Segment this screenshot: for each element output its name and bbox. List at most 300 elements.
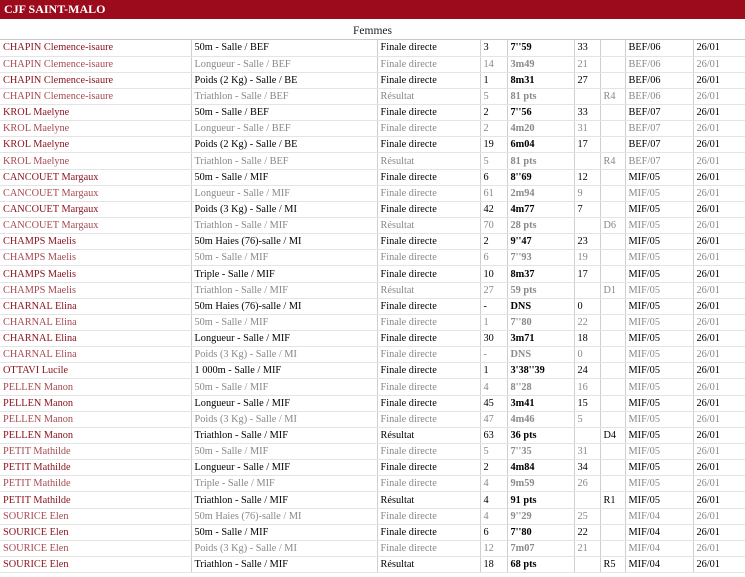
performance-cell: 8''28 xyxy=(507,379,574,395)
ranking-cell: R1 xyxy=(600,492,625,508)
ranking-cell xyxy=(600,347,625,363)
athlete-name[interactable]: KROL Maelyne xyxy=(0,153,191,169)
athlete-name[interactable]: PETIT Mathilde xyxy=(0,492,191,508)
category-cell: MIF/05 xyxy=(625,395,693,411)
athlete-name[interactable]: KROL Maelyne xyxy=(0,105,191,121)
result-row xyxy=(0,557,745,573)
ranking-cell xyxy=(600,137,625,153)
athlete-name[interactable]: KROL Maelyne xyxy=(0,137,191,153)
athlete-name[interactable]: OTTAVI Lucile xyxy=(0,363,191,379)
event-cell: Longueur - Salle / MIF xyxy=(191,395,377,411)
category-cell: MIF/05 xyxy=(625,282,693,298)
performance-cell: 8m37 xyxy=(507,266,574,282)
place-cell: 61 xyxy=(480,185,507,201)
ranking-cell xyxy=(600,460,625,476)
event-cell: Triathlon - Salle / MIF xyxy=(191,282,377,298)
results-body xyxy=(0,40,745,573)
athlete-name[interactable]: CHARNAL Elina xyxy=(0,298,191,314)
date-cell: 26/01 xyxy=(693,427,745,443)
category-cell: MIF/05 xyxy=(625,218,693,234)
ranking-cell: D4 xyxy=(600,427,625,443)
athlete-name[interactable]: CHAPIN Clemence-isaure xyxy=(0,72,191,88)
round-cell: Finale directe xyxy=(377,347,480,363)
round-cell: Résultat xyxy=(377,218,480,234)
ranking-cell xyxy=(600,379,625,395)
ranking-cell xyxy=(600,72,625,88)
points-cell xyxy=(574,492,600,508)
points-cell xyxy=(574,282,600,298)
points-cell: 31 xyxy=(574,121,600,137)
event-cell: 50m Haies (76)-salle / MI xyxy=(191,234,377,250)
points-cell: 21 xyxy=(574,540,600,556)
athlete-name[interactable]: CHARNAL Elina xyxy=(0,347,191,363)
result-row xyxy=(0,218,745,234)
points-cell: 27 xyxy=(574,72,600,88)
date-cell: 26/01 xyxy=(693,266,745,282)
ranking-cell xyxy=(600,298,625,314)
round-cell: Finale directe xyxy=(377,40,480,56)
event-cell: Poids (2 Kg) - Salle / BE xyxy=(191,137,377,153)
points-cell: 22 xyxy=(574,314,600,330)
performance-cell: 9m59 xyxy=(507,476,574,492)
result-row xyxy=(0,331,745,347)
points-cell: 15 xyxy=(574,395,600,411)
place-cell: 6 xyxy=(480,250,507,266)
round-cell: Résultat xyxy=(377,153,480,169)
category-cell: MIF/05 xyxy=(625,460,693,476)
category-cell: MIF/05 xyxy=(625,169,693,185)
category-cell: MIF/04 xyxy=(625,524,693,540)
event-cell: 50m - Salle / BEF xyxy=(191,40,377,56)
date-cell: 26/01 xyxy=(693,476,745,492)
result-row xyxy=(0,72,745,88)
ranking-cell xyxy=(600,121,625,137)
points-cell: 24 xyxy=(574,363,600,379)
athlete-name[interactable]: SOURICE Elen xyxy=(0,508,191,524)
place-cell: 63 xyxy=(480,427,507,443)
points-cell: 22 xyxy=(574,524,600,540)
athlete-name[interactable]: CHAMPS Maelis xyxy=(0,266,191,282)
points-cell: 23 xyxy=(574,234,600,250)
athlete-name[interactable]: SOURICE Elen xyxy=(0,524,191,540)
date-cell: 26/01 xyxy=(693,363,745,379)
points-cell xyxy=(574,557,600,573)
round-cell: Finale directe xyxy=(377,460,480,476)
round-cell: Finale directe xyxy=(377,266,480,282)
athlete-name[interactable]: CHAPIN Clemence-isaure xyxy=(0,88,191,104)
place-cell: 18 xyxy=(480,557,507,573)
date-cell: 26/01 xyxy=(693,72,745,88)
ranking-cell xyxy=(600,234,625,250)
athlete-name[interactable]: CHAMPS Maelis xyxy=(0,234,191,250)
category-cell: BEF/06 xyxy=(625,72,693,88)
round-cell: Finale directe xyxy=(377,137,480,153)
ranking-cell xyxy=(600,508,625,524)
result-row xyxy=(0,476,745,492)
points-cell: 21 xyxy=(574,56,600,72)
result-row xyxy=(0,540,745,556)
place-cell: 42 xyxy=(480,201,507,217)
performance-cell: 8m31 xyxy=(507,72,574,88)
event-cell: Poids (2 Kg) - Salle / BE xyxy=(191,72,377,88)
date-cell: 26/01 xyxy=(693,40,745,56)
ranking-cell xyxy=(600,250,625,266)
performance-cell: 4m84 xyxy=(507,460,574,476)
result-row xyxy=(0,282,745,298)
event-cell: 50m - Salle / MIF xyxy=(191,379,377,395)
place-cell: 3 xyxy=(480,40,507,56)
place-cell: 4 xyxy=(480,476,507,492)
athlete-name[interactable]: CANCOUET Margaux xyxy=(0,218,191,234)
date-cell: 26/01 xyxy=(693,88,745,104)
round-cell: Finale directe xyxy=(377,201,480,217)
place-cell: 5 xyxy=(480,444,507,460)
round-cell: Finale directe xyxy=(377,411,480,427)
place-cell: 45 xyxy=(480,395,507,411)
round-cell: Finale directe xyxy=(377,331,480,347)
ranking-cell xyxy=(600,266,625,282)
ranking-cell xyxy=(600,476,625,492)
event-cell: Poids (3 Kg) - Salle / MI xyxy=(191,201,377,217)
ranking-cell xyxy=(600,105,625,121)
athlete-name[interactable]: CHAMPS Maelis xyxy=(0,250,191,266)
performance-cell: 59 pts xyxy=(507,282,574,298)
round-cell: Résultat xyxy=(377,282,480,298)
ranking-cell: D6 xyxy=(600,218,625,234)
result-row xyxy=(0,234,745,250)
category-cell: MIF/04 xyxy=(625,508,693,524)
points-cell: 12 xyxy=(574,169,600,185)
round-cell: Finale directe xyxy=(377,379,480,395)
event-cell: Triple - Salle / MIF xyxy=(191,476,377,492)
points-cell xyxy=(574,153,600,169)
category-cell: MIF/05 xyxy=(625,476,693,492)
result-row xyxy=(0,137,745,153)
performance-cell: 3m71 xyxy=(507,331,574,347)
result-row xyxy=(0,363,745,379)
event-cell: Triathlon - Salle / MIF xyxy=(191,427,377,443)
round-cell: Résultat xyxy=(377,557,480,573)
category-cell: MIF/05 xyxy=(625,185,693,201)
performance-cell: 8''69 xyxy=(507,169,574,185)
date-cell: 26/01 xyxy=(693,282,745,298)
points-cell: 9 xyxy=(574,185,600,201)
ranking-cell xyxy=(600,201,625,217)
category-cell: MIF/05 xyxy=(625,298,693,314)
points-cell xyxy=(574,218,600,234)
points-cell: 26 xyxy=(574,476,600,492)
round-cell: Finale directe xyxy=(377,169,480,185)
performance-cell: 3m41 xyxy=(507,395,574,411)
ranking-cell xyxy=(600,185,625,201)
result-row xyxy=(0,444,745,460)
points-cell: 34 xyxy=(574,460,600,476)
ranking-cell xyxy=(600,411,625,427)
athlete-name[interactable]: SOURICE Elen xyxy=(0,557,191,573)
points-cell: 33 xyxy=(574,105,600,121)
event-cell: 50m - Salle / MIF xyxy=(191,314,377,330)
place-cell: 5 xyxy=(480,88,507,104)
performance-cell: 28 pts xyxy=(507,218,574,234)
place-cell: 2 xyxy=(480,105,507,121)
performance-cell: 3'38''39 xyxy=(507,363,574,379)
date-cell: 26/01 xyxy=(693,444,745,460)
ranking-cell xyxy=(600,331,625,347)
date-cell: 26/01 xyxy=(693,508,745,524)
result-row xyxy=(0,56,745,72)
points-cell: 0 xyxy=(574,298,600,314)
result-row xyxy=(0,314,745,330)
ranking-cell xyxy=(600,524,625,540)
result-row xyxy=(0,250,745,266)
athlete-name[interactable]: KROL Maelyne xyxy=(0,121,191,137)
place-cell: 1 xyxy=(480,72,507,88)
round-cell: Finale directe xyxy=(377,121,480,137)
performance-cell: 4m46 xyxy=(507,411,574,427)
athlete-name[interactable]: CHAMPS Maelis xyxy=(0,282,191,298)
ranking-cell xyxy=(600,169,625,185)
result-row xyxy=(0,427,745,443)
points-cell: 19 xyxy=(574,250,600,266)
athlete-name[interactable]: PETIT Mathilde xyxy=(0,444,191,460)
place-cell: 6 xyxy=(480,169,507,185)
date-cell: 26/01 xyxy=(693,56,745,72)
event-cell: 50m - Salle / MIF xyxy=(191,444,377,460)
category-cell: BEF/07 xyxy=(625,105,693,121)
event-cell: 50m - Salle / MIF xyxy=(191,169,377,185)
points-cell xyxy=(574,427,600,443)
category-cell: MIF/05 xyxy=(625,331,693,347)
performance-cell: 6m04 xyxy=(507,137,574,153)
event-cell: 50m Haies (76)-salle / MI xyxy=(191,508,377,524)
round-cell: Finale directe xyxy=(377,185,480,201)
result-row xyxy=(0,460,745,476)
category-cell: MIF/05 xyxy=(625,379,693,395)
result-row xyxy=(0,201,745,217)
performance-cell: 36 pts xyxy=(507,427,574,443)
athlete-name[interactable]: PETIT Mathilde xyxy=(0,460,191,476)
result-row xyxy=(0,169,745,185)
performance-cell: 7''93 xyxy=(507,250,574,266)
place-cell: 1 xyxy=(480,363,507,379)
date-cell: 26/01 xyxy=(693,201,745,217)
date-cell: 26/01 xyxy=(693,153,745,169)
points-cell: 18 xyxy=(574,331,600,347)
category-cell: MIF/05 xyxy=(625,314,693,330)
result-row xyxy=(0,395,745,411)
result-row xyxy=(0,411,745,427)
round-cell: Finale directe xyxy=(377,540,480,556)
event-cell: Poids (3 Kg) - Salle / MI xyxy=(191,411,377,427)
date-cell: 26/01 xyxy=(693,298,745,314)
place-cell: 5 xyxy=(480,153,507,169)
section-title: Femmes xyxy=(0,19,745,40)
category-cell: MIF/04 xyxy=(625,557,693,573)
points-cell: 0 xyxy=(574,347,600,363)
athlete-name[interactable]: CHAPIN Clemence-isaure xyxy=(0,56,191,72)
athlete-name[interactable]: CANCOUET Margaux xyxy=(0,169,191,185)
round-cell: Résultat xyxy=(377,427,480,443)
event-cell: 50m Haies (76)-salle / MI xyxy=(191,298,377,314)
result-row xyxy=(0,153,745,169)
ranking-cell xyxy=(600,40,625,56)
ranking-cell xyxy=(600,56,625,72)
points-cell: 16 xyxy=(574,379,600,395)
category-cell: MIF/05 xyxy=(625,363,693,379)
performance-cell: DNS xyxy=(507,347,574,363)
club-header: CJF SAINT-MALO xyxy=(0,0,745,19)
result-row xyxy=(0,40,745,56)
round-cell: Finale directe xyxy=(377,314,480,330)
result-row xyxy=(0,347,745,363)
athlete-name[interactable]: CANCOUET Margaux xyxy=(0,201,191,217)
athlete-name[interactable]: CHAPIN Clemence-isaure xyxy=(0,40,191,56)
date-cell: 26/01 xyxy=(693,105,745,121)
event-cell: Triathlon - Salle / MIF xyxy=(191,218,377,234)
performance-cell: DNS xyxy=(507,298,574,314)
performance-cell: 7''59 xyxy=(507,40,574,56)
place-cell: 70 xyxy=(480,218,507,234)
event-cell: Triathlon - Salle / MIF xyxy=(191,557,377,573)
results-table xyxy=(0,40,745,573)
ranking-cell xyxy=(600,363,625,379)
event-cell: Triple - Salle / MIF xyxy=(191,266,377,282)
athlete-name[interactable]: CANCOUET Margaux xyxy=(0,185,191,201)
ranking-cell: R5 xyxy=(600,557,625,573)
date-cell: 26/01 xyxy=(693,540,745,556)
round-cell: Finale directe xyxy=(377,105,480,121)
category-cell: MIF/05 xyxy=(625,250,693,266)
category-cell: MIF/05 xyxy=(625,347,693,363)
round-cell: Finale directe xyxy=(377,395,480,411)
round-cell: Finale directe xyxy=(377,298,480,314)
athlete-name[interactable]: PELLEN Manon xyxy=(0,427,191,443)
date-cell: 26/01 xyxy=(693,395,745,411)
category-cell: BEF/07 xyxy=(625,153,693,169)
performance-cell: 81 pts xyxy=(507,88,574,104)
category-cell: MIF/05 xyxy=(625,492,693,508)
place-cell: 2 xyxy=(480,460,507,476)
place-cell: 2 xyxy=(480,121,507,137)
date-cell: 26/01 xyxy=(693,492,745,508)
place-cell: 2 xyxy=(480,234,507,250)
points-cell: 17 xyxy=(574,266,600,282)
event-cell: Poids (3 Kg) - Salle / MI xyxy=(191,540,377,556)
points-cell: 25 xyxy=(574,508,600,524)
event-cell: Longueur - Salle / MIF xyxy=(191,331,377,347)
date-cell: 26/01 xyxy=(693,137,745,153)
athlete-name[interactable]: CHARNAL Elina xyxy=(0,331,191,347)
round-cell: Finale directe xyxy=(377,72,480,88)
points-cell: 31 xyxy=(574,444,600,460)
athlete-name[interactable]: PELLEN Manon xyxy=(0,379,191,395)
date-cell: 26/01 xyxy=(693,379,745,395)
performance-cell: 7''56 xyxy=(507,105,574,121)
ranking-cell: R4 xyxy=(600,88,625,104)
category-cell: MIF/05 xyxy=(625,234,693,250)
date-cell: 26/01 xyxy=(693,557,745,573)
round-cell: Finale directe xyxy=(377,444,480,460)
result-row xyxy=(0,524,745,540)
result-row xyxy=(0,105,745,121)
event-cell: Longueur - Salle / BEF xyxy=(191,56,377,72)
performance-cell: 91 pts xyxy=(507,492,574,508)
athlete-name[interactable]: PETIT Mathilde xyxy=(0,476,191,492)
athlete-name[interactable]: PELLEN Manon xyxy=(0,395,191,411)
category-cell: BEF/06 xyxy=(625,56,693,72)
performance-cell: 3m49 xyxy=(507,56,574,72)
place-cell: - xyxy=(480,298,507,314)
performance-cell: 4m77 xyxy=(507,201,574,217)
place-cell: 14 xyxy=(480,56,507,72)
round-cell: Finale directe xyxy=(377,250,480,266)
event-cell: 50m - Salle / BEF xyxy=(191,105,377,121)
event-cell: Longueur - Salle / MIF xyxy=(191,185,377,201)
ranking-cell: D1 xyxy=(600,282,625,298)
event-cell: Longueur - Salle / BEF xyxy=(191,121,377,137)
event-cell: 50m - Salle / MIF xyxy=(191,250,377,266)
result-row xyxy=(0,88,745,104)
result-row xyxy=(0,298,745,314)
category-cell: MIF/05 xyxy=(625,411,693,427)
round-cell: Finale directe xyxy=(377,508,480,524)
place-cell: 12 xyxy=(480,540,507,556)
performance-cell: 81 pts xyxy=(507,153,574,169)
points-cell xyxy=(574,88,600,104)
athlete-name[interactable]: PELLEN Manon xyxy=(0,411,191,427)
category-cell: BEF/06 xyxy=(625,40,693,56)
result-row xyxy=(0,121,745,137)
date-cell: 26/01 xyxy=(693,411,745,427)
performance-cell: 7''80 xyxy=(507,314,574,330)
place-cell: 30 xyxy=(480,331,507,347)
result-row xyxy=(0,492,745,508)
category-cell: MIF/05 xyxy=(625,444,693,460)
event-cell: 1 000m - Salle / MIF xyxy=(191,363,377,379)
athlete-name[interactable]: SOURICE Elen xyxy=(0,540,191,556)
result-row xyxy=(0,379,745,395)
date-cell: 26/01 xyxy=(693,234,745,250)
place-cell: 27 xyxy=(480,282,507,298)
date-cell: 26/01 xyxy=(693,218,745,234)
performance-cell: 2m94 xyxy=(507,185,574,201)
date-cell: 26/01 xyxy=(693,460,745,476)
date-cell: 26/01 xyxy=(693,314,745,330)
place-cell: 4 xyxy=(480,508,507,524)
date-cell: 26/01 xyxy=(693,121,745,137)
performance-cell: 9''47 xyxy=(507,234,574,250)
event-cell: Triathlon - Salle / MIF xyxy=(191,492,377,508)
place-cell: 47 xyxy=(480,411,507,427)
category-cell: BEF/07 xyxy=(625,121,693,137)
points-cell: 5 xyxy=(574,411,600,427)
place-cell: 4 xyxy=(480,379,507,395)
event-cell: 50m - Salle / MIF xyxy=(191,524,377,540)
performance-cell: 7m07 xyxy=(507,540,574,556)
points-cell: 33 xyxy=(574,40,600,56)
category-cell: MIF/05 xyxy=(625,201,693,217)
result-row xyxy=(0,185,745,201)
event-cell: Triathlon - Salle / BEF xyxy=(191,153,377,169)
place-cell: 6 xyxy=(480,524,507,540)
ranking-cell xyxy=(600,395,625,411)
performance-cell: 4m20 xyxy=(507,121,574,137)
date-cell: 26/01 xyxy=(693,524,745,540)
event-cell: Longueur - Salle / MIF xyxy=(191,460,377,476)
athlete-name[interactable]: CHARNAL Elina xyxy=(0,314,191,330)
performance-cell: 9''29 xyxy=(507,508,574,524)
performance-cell: 7''80 xyxy=(507,524,574,540)
